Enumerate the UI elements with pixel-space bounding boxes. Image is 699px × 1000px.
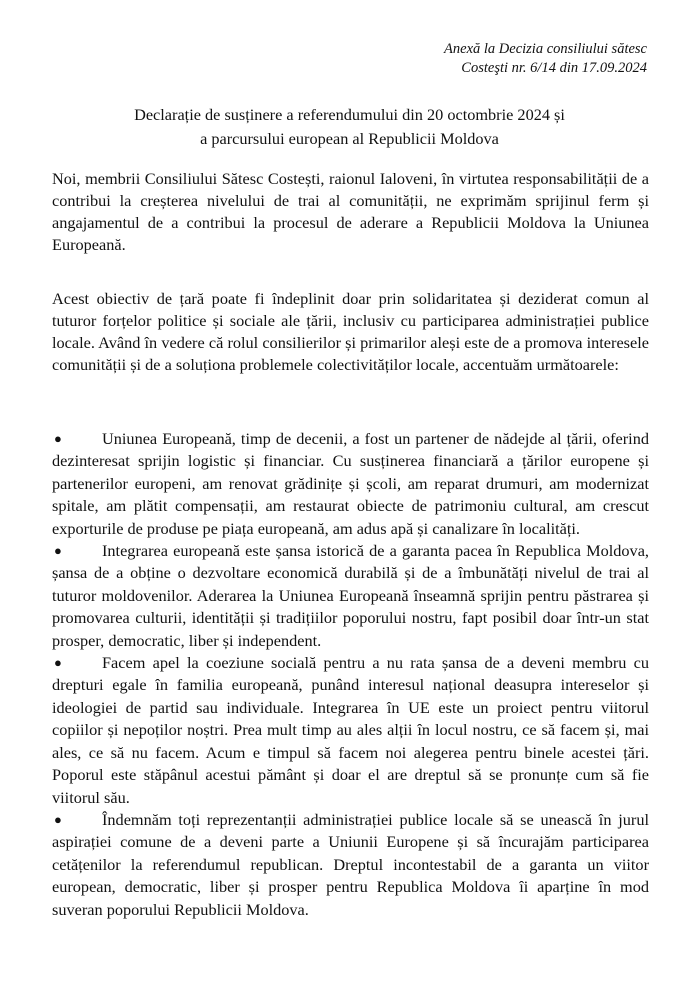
document-title (52, 103, 647, 151)
annex-line-2: Costeşti nr. 6/14 din 17.09.2024 (461, 60, 647, 76)
intro-paragraph: Noi, membrii Consiliului Sătesc Costești, raionul Ialoveni, în virtutea responsabilității de a contribui la creșterea nivelului de trai al comunității, ne exprimăm sprijinul ferm și angajamentul de a contribui la procesul de aderare a Republicii Moldova la Uniunea Europeană. (52, 169, 649, 254)
list-item-text: Îndemnăm toți reprezentanții administrației publice locale să se unească în jurul aspirației comune de a deveni parte a Uniunii Europene și să încurajăm participarea cetățenilor la referendumul republican. Dreptul incontestabil de a garanta un viitor european, democratic, liber și prosper pentru Republica Moldova îi aparține în mod suveran poporului Republicii Moldova. (52, 809, 649, 919)
title-line-2: a parcursului european al Republicii Moldova (200, 129, 499, 148)
objective-paragraph: Acest obiectiv de țară poate fi îndeplinit doar prin solidaritatea și deziderat comun al tuturor forțelor politice și sociale ale țării, inclusiv cu participarea administrației publice locale. Având în vedere că rolul consilierilor și primarilor aleși este de a promova interesele comunității și de a soluționa problemele colectivităților locale, accentuăm următoarele: (52, 289, 649, 374)
list-item (52, 540, 649, 652)
bullet-icon: ● (54, 543, 62, 559)
bullet-icon: ● (54, 811, 62, 827)
list-item (52, 428, 649, 540)
annex-note (444, 40, 647, 78)
list-item-text: Uniunea Europeană, timp de decenii, a fost un partener de nădejde al țării, oferind dezinteresat sprijin logistic și financiar. Cu susținerea financiară a țărilor europene și partenerilor europeni, am renovat grădinițe și școli, am reparat drumuri, am modernizat spitale, am plătit compensații, am restaurat obiecte de patrimoniu cultural, am crescut exporturile de produse pe piața europeană, am adus apă și canalizare în localități. (52, 429, 649, 538)
list-item (52, 652, 649, 809)
list-item-text: Integrarea europeană este șansa istorică de a garanta pacea în Republica Moldova, șansa de a obține o dezvoltare economică durabilă și de a îmbunătăți nivelul de trai al tuturor moldovenilor. Aderarea la Uniunea Europeană înseamnă sprijin pentru păstrarea și promovarea culturii, identității și tradițiilor poporului nostru, fapt posibil doar într-un stat prosper, democratic, liber și independent. (52, 541, 649, 650)
list-item (52, 809, 649, 921)
bullet-list (52, 428, 649, 921)
bullet-icon: ● (54, 655, 62, 671)
list-item-text: Facem apel la coeziune socială pentru a nu rata șansa de a deveni membru cu drepturi egale în familia europeană, punând interesul național deasupra intereselor și ideologiei de partid sau individuale. Integrarea în UE este un proiect pentru viitorul copiilor și nepoților noștri. Prea mult timp au ales alții în locul nostru, ce să facem și, mai ales, ce să nu facem. Acum e timpul să facem noi alegerea pentru binele acestei țări. Poporul este stăpânul acestui pământ și doar el are dreptul să se pronunțe cum să fie viitorul său. (52, 653, 649, 807)
annex-line-1: Anexă la Decizia consiliului sătesc (444, 41, 647, 57)
bullet-icon: ● (54, 431, 62, 446)
title-line-1: Declarație de susținere a referendumului din 20 octombrie 2024 și (134, 105, 565, 124)
